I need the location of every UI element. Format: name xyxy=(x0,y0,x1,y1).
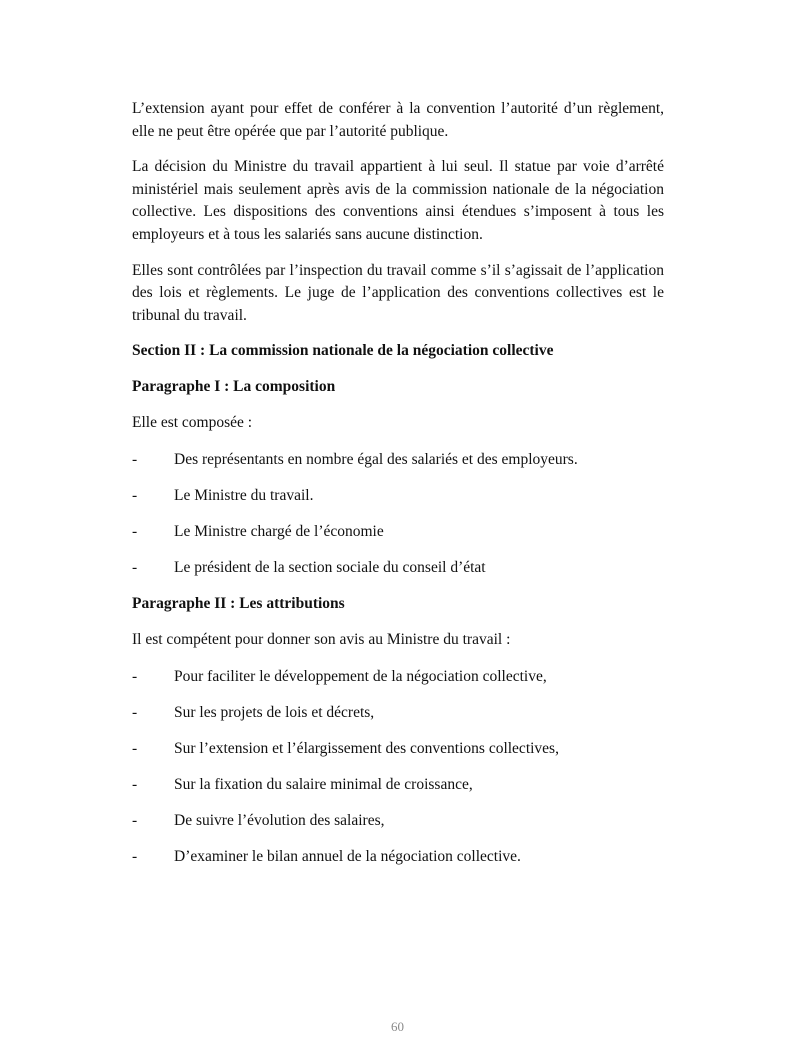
body-paragraph: Elles sont contrôlées par l’inspection du travail comme s’il s’agissait de l’application des lois et règlements. Le juge de l’application des conventions collectives est le tribunal du travail. xyxy=(132,261,664,324)
list-item-text: Le Ministre chargé de l’économie xyxy=(174,522,384,540)
body-paragraph: La décision du Ministre du travail appartient à lui seul. Il statue par voie d’arrêté ministériel mais seulement après avis de la commission nationale de la négociation collective. Les dispositions des conventions ainsi étendues s’imposent à tous les employeurs et à tous les salariés sans aucune distinction. xyxy=(132,158,664,243)
list-item xyxy=(132,449,664,471)
list-bullet: - xyxy=(132,775,138,793)
list-bullet: - xyxy=(132,739,138,757)
list-item xyxy=(132,666,664,688)
paragraph-1-title: Paragraphe I : La composition xyxy=(132,378,336,396)
list-item xyxy=(132,846,664,868)
list-bullet: - xyxy=(132,522,138,540)
list-item xyxy=(132,521,664,543)
paragraph-2-title: Paragraphe II : Les attributions xyxy=(132,594,345,612)
list-bullet: - xyxy=(132,667,138,685)
list-item xyxy=(132,557,664,579)
list-item xyxy=(132,774,664,796)
list-bullet: - xyxy=(132,703,138,721)
list-item-text: Sur l’extension et l’élargissement des conventions collectives, xyxy=(174,739,559,757)
list-bullet: - xyxy=(132,486,138,504)
list-item-text: Pour faciliter le développement de la négociation collective, xyxy=(174,667,547,685)
list-item-text: De suivre l’évolution des salaires, xyxy=(174,811,385,829)
list-bullet: - xyxy=(132,811,138,829)
list-item-text: Sur la fixation du salaire minimal de croissance, xyxy=(174,775,473,793)
list-bullet: - xyxy=(132,847,138,865)
paragraph-2-intro: Il est compétent pour donner son avis au Ministre du travail : xyxy=(132,630,511,648)
list-item-text: Le Ministre du travail. xyxy=(174,486,314,504)
list-item-text: Sur les projets de lois et décrets, xyxy=(174,703,375,721)
list-item-text: Des représentants en nombre égal des salariés et des employeurs. xyxy=(174,450,578,468)
list-bullet: - xyxy=(132,558,138,576)
list-item xyxy=(132,702,664,724)
page-number: 60 xyxy=(391,1019,404,1034)
document-page xyxy=(132,98,664,882)
list-item-text: Le président de la section sociale du conseil d’état xyxy=(174,558,486,576)
list-item xyxy=(132,738,664,760)
section-title: Section II : La commission nationale de la négociation collective xyxy=(132,342,554,360)
list-bullet: - xyxy=(132,450,138,468)
list-item xyxy=(132,485,664,507)
list-item xyxy=(132,810,664,832)
paragraph-1-intro: Elle est composée : xyxy=(132,414,253,432)
list-item-text: D’examiner le bilan annuel de la négociation collective. xyxy=(174,847,521,865)
body-paragraph: L’extension ayant pour effet de conférer à la convention l’autorité d’un règlement, elle ne peut être opérée que par l’autorité publique. xyxy=(132,100,664,140)
